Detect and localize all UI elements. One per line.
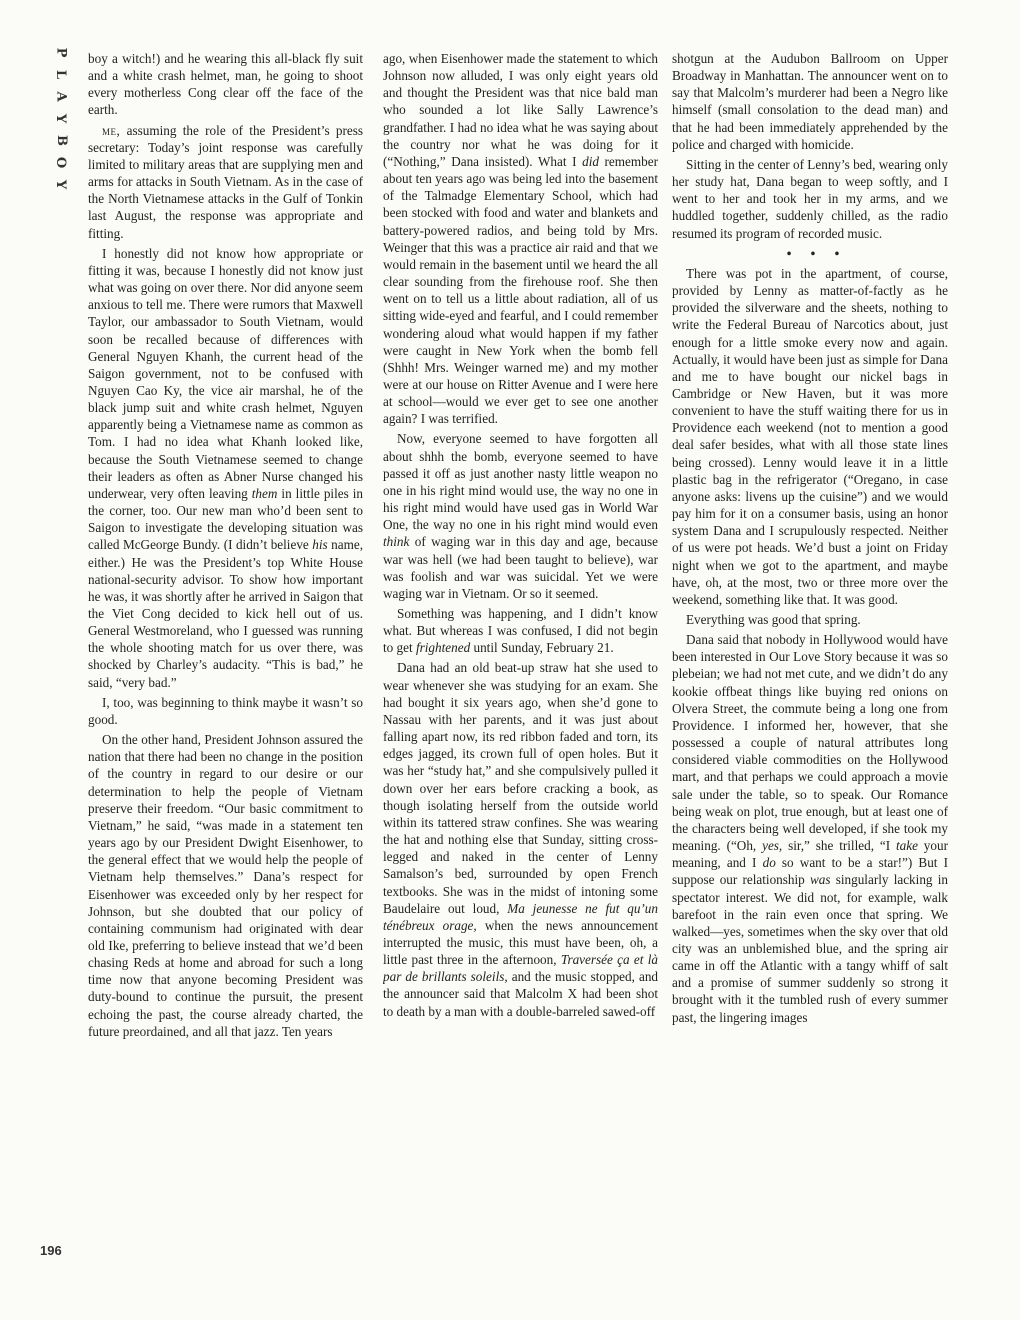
text-run: remember about ten years ago was being led into the basement of the Talmadge Elementary School, which had been stocked with food and water and blankets and battery-powered radios, and being told by Mrs. Weinger that this was a practice air raid and that we would remain in the basement until we heard the all clear sounding from the firehouse roof. She then went on to tell us a little about radiation, all of us sitting wide-eyed and fearful, and I could remember wondering aloud what would happen if my father were caught in New York when the bomb fell (Shhh! Mrs. Weinger warned me) and my mother were at our house on Ritter Avenue and I were here at school—would we ever get to see one another again? I was terrified.: [383, 153, 658, 427]
text-run: I, too, was beginning to think maybe it wasn’t so good.: [88, 694, 363, 727]
italic-text: Traversée ça et là par de brillants soleils,: [383, 952, 658, 985]
text-column-2: [383, 50, 658, 1270]
text-run: ago, when Eisenhower made the statement to which Johnson now alluded, I was only eight years old and thought the President was that nice bald man who sounded a lot like Sally Lawrence’s grandfather. I had no idea what he was saying about the country nor what he was doing for it (“Nothing,” Dana insisted). What I: [383, 51, 658, 169]
italic-text: them: [251, 485, 278, 501]
text-run: name, either.) He was the President’s top White House national-security advisor. To show how important he was, it was shortly after he arrived in Saigon that the Viet Cong decided to kick hell out of us. General Westmoreland, who I guessed was running the whole shooting match for us over there, was shocked by Charley’s audacity. “This is bad,” he said, “very bad.”: [88, 537, 363, 690]
text-run: of waging war in this day and age, because war was hell (we had been taught to believe), war was foolish and war was suicidal. Yet we were waging war in Vietnam. Or so it seemed.: [383, 534, 658, 601]
text-run: your meaning, and I: [672, 838, 948, 871]
section-break: [672, 245, 948, 262]
article-paragraph: [88, 122, 363, 242]
article-paragraph: [88, 694, 363, 728]
text-run: sir,” she trilled, “I: [782, 838, 896, 854]
article-paragraph: [672, 265, 948, 608]
text-run: • • •: [786, 245, 848, 261]
masthead-letter: Y: [53, 113, 69, 124]
article-paragraph: [383, 659, 658, 1019]
italic-text: frightened: [415, 640, 471, 656]
text-run: On the other hand, President Johnson assured the nation that there had been no change in the position of the country in regard to our desire or our determination to help the people of Vietnam preserve their freedom. “Our basic commitment to Vietnam,” he said, “was made in a statement ten years ago by our President Dwight Eisenhower, to the general effect that we would help the people of Vietnam help themselves.” Dana’s respect for Eisenhower was exceeded only by her respect for Johnson, but she doubted that our policy of containing communism had originated with dear old Ike, preferring to believe instead that we’d been chasing Reds at home and abroad for such a long time now that anyone becoming President was duty-bound to continue the pursuit, the present echoing the past, the course already charted, the future preordained, and all that jazz. Ten years: [88, 732, 363, 1039]
text-run: singularly lacking in spectator interest. We did not, for example, walk barefoot in the rain even once that spring. We walked—yes, sometimes when the sky over that old city was an unblemished blue, and the spring air came in off the Atlantic with a tangy whiff of salt and a promise of summer suddenly so strong it brought with it the tumbled rush of every summer past, the lingering images: [672, 872, 948, 1025]
text-run: Now, everyone seemed to have forgotten all about shhh the bomb, everyone seemed to have passed it off as just another nasty little weapon no one in his right mind would use, the way no one in his right mind would have used gas in World War One, the way no one in his right mind would even: [383, 431, 658, 533]
article-paragraph: [88, 50, 363, 119]
italic-text: do: [762, 855, 776, 871]
italic-text: was: [809, 872, 831, 888]
italic-text: Ma jeunesse ne fut qu’un ténébreux orage,: [383, 900, 658, 933]
text-run: assuming the role of the President’s press secretary: Today’s joint response was carefully limited to military areas that are supplying men and arms for attacks in South Vietnam. As in the case of the North Vietnamese attacks in the Gulf of Tonkin last August, the response was appropriate and fitting.: [88, 122, 363, 241]
text-run: Sitting in the center of Lenny’s bed, wearing only her study hat, Dana began to weep softly, and I went to her and took her in my arms, and we huddled together, suddenly chilled, as the radio resumed its program of recorded music.: [672, 156, 948, 241]
text-column-3: [672, 50, 948, 1270]
text-run: Something was happening, and I didn’t know what. But whereas I was confused, I did not begin to get: [383, 606, 658, 656]
page-number: 196: [40, 1243, 62, 1258]
masthead-letter: A: [53, 91, 69, 102]
text-run: when the news announcement interrupted the music, this must have been, oh, a little past three in the afternoon,: [383, 917, 658, 968]
italic-text: yes,: [762, 838, 783, 854]
italic-text: take: [895, 838, 918, 854]
article-paragraph: [672, 631, 948, 1026]
article-paragraph: [88, 245, 363, 691]
speaker-label: me,: [102, 122, 121, 138]
text-run: so want to be a star!”) But I suppose our relationship: [672, 855, 948, 888]
text-run: Everything was good that spring.: [686, 612, 861, 627]
italic-text: did: [582, 153, 599, 169]
italic-text: his: [312, 537, 328, 553]
text-run: until Sunday, February 21.: [470, 640, 614, 656]
masthead-letter: Y: [53, 179, 69, 190]
article-paragraph: [672, 611, 948, 628]
text-run: boy a witch!) and he wearing this all-black fly suit and a white crash helmet, man, he going to shoot every motherless Cong clear off the face of the earth.: [88, 51, 363, 118]
text-run: Dana said that nobody in Hollywood would have been interested in Our Love Story because it was so plebeian; we had not met cute, and we didn’t do any kookie offbeat things like buying red onions on Olvera Street, the commute being a long one from Providence. I informed her, however, that she possessed a couple of natural attributes long considered viable commodities on the Hollywood mart, and that perhaps we could approach a movie sale under the table, so to speak. Our Romance being weak on plot, true enough, but at least one of the characters being well developed, if she took my meaning. (“Oh,: [672, 632, 948, 854]
article-paragraph: [383, 50, 658, 427]
text-run: and the music stopped, and the announcer said that Malcolm X had been shot to death by a man with a double-barreled sawed-off: [383, 969, 658, 1019]
text-run: I honestly did not know how appropriate or fitting it was, because I honestly did not know just what was going on over there. Nor did anyone seem anxious to tell me. There were rumors that Maxwell Taylor, our ambassador to South Vietnam, would soon be recalled because of differences with General Nguyen Khanh, the current head of the Saigon government, not to be confused with Nguyen Cao Ky, the vice air marshal, he of the black jump suit and white crash helmet, Nguyen apparently being a Vietnamese name as common as Tom. I had no idea what Khanh looked like, because the South Vietnamese seemed to change their leaders as often as Abner Nurse changed his underwear, very often leaving: [88, 245, 363, 501]
article-paragraph: [88, 731, 363, 1040]
masthead-letter: B: [53, 135, 69, 146]
text-run: There was pot in the apartment, of course, provided by Lenny as matter-of-factly as he provided the silverware and the sheets, nothing to write the Federal Bureau of Narcotics about, just enough for a little smoke every now and again. Actually, it would have been just as simple for Dana and me to have bought our nickel bags in Cambridge or New Haven, but it was more convenient to have the stuff waiting there for us in Providence each weekend (not to mention a good deal safer besides, what with all those state lines being crossed). Lenny would leave it in a little plastic bag in the refrigerator (“Oregano, in case anyone asks: livens up the cuisine”) and we would pay him for it on a consumer basis, using an honor system Dana and I scrupulously respected. Neither of us were pot heads. We’d bust a joint on Friday night when we got to the apartment, and maybe have, oh, at the most, two or three more over the weekend, something like that. It was good.: [672, 265, 948, 607]
text-run: shotgun at the Audubon Ballroom on Upper Broadway in Manhattan. The announcer went on to say that Malcolm’s murderer had been a Negro like himself (small consolation to the dead man) and that he had been immediately apprehended by the police and charged with homicide.: [672, 51, 948, 152]
text-run: in little piles in the corner, too. Our new man who’d been sent to Saigon to investigate the developing situation was called McGeorge Bundy. (I didn’t believe: [88, 485, 363, 553]
masthead-letter: P: [53, 47, 69, 58]
masthead-letter: O: [53, 156, 69, 169]
article-paragraph: [672, 156, 948, 242]
article-paragraph: [383, 605, 658, 656]
article-paragraph: [672, 50, 948, 153]
magazine-masthead: [50, 46, 72, 191]
text-column-1: [88, 50, 363, 1270]
text-run: Dana had an old beat-up straw hat she used to wear whenever she was studying for an exam. She had bought it six years ago, when she’d gone to Nassau with her parents, and it was just about falling apart now, its red ribbon faded and torn, its edges jagged, its crown full of open holes. But it was her “study hat,” and she compulsively pulled it down over her ears before cracking a book, as though isolating herself from the outside world within its tattered straw confines. She was wearing the hat and nothing else that Sunday, sitting cross-legged and naked in the center of Lenny Samalson’s bed, surrounded by open French textbooks. She was in the midst of intoning some Baudelaire out loud,: [383, 660, 658, 916]
italic-text: think: [383, 534, 410, 550]
masthead-letter: L: [53, 69, 69, 80]
article-paragraph: [383, 430, 658, 602]
